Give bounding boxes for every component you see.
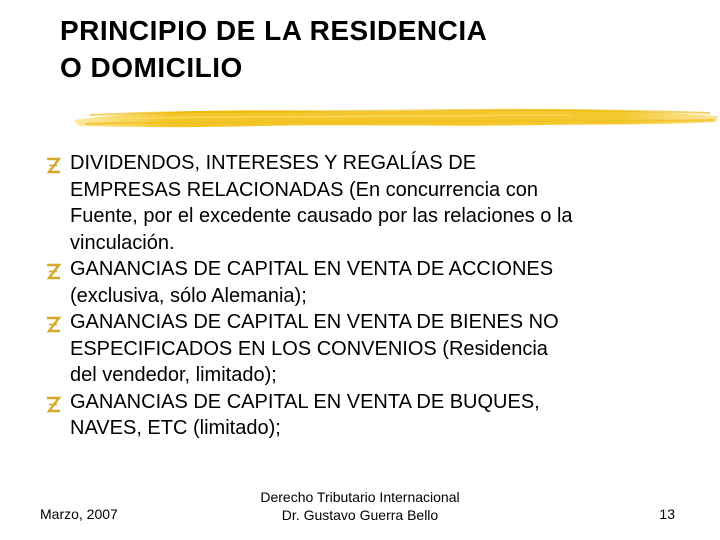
z-bullet-icon [44, 389, 64, 415]
bullet-line: GANANCIAS DE CAPITAL EN VENTA DE ACCIONES [70, 258, 554, 280]
slide-title [60, 12, 660, 86]
bullet-line: GANANCIAS DE CAPITAL EN VENTA DE BIENES NO [70, 311, 559, 333]
list-item [42, 309, 682, 389]
bullet-text [70, 150, 682, 256]
bullet-line: ESPECIFICADOS EN LOS CONVENIOS (Residencia [70, 337, 548, 360]
bullet-text [70, 256, 682, 309]
list-item [42, 389, 682, 442]
title-line: O DOMICILIO [60, 52, 243, 83]
footer-date: Marzo, 2007 [40, 506, 118, 522]
title-line: PRINCIPIO DE LA RESIDENCIA [60, 15, 488, 46]
bullet-line: EMPRESAS RELACIONADAS (En concurrencia con [70, 178, 538, 201]
bullet-line: del vendedor, limitado); [70, 364, 277, 386]
bullet-text [70, 389, 682, 442]
footer-course-line: Derecho Tributario Internacional [260, 489, 460, 505]
footer-course-info [220, 488, 500, 524]
bullet-line: DIVIDENDOS, INTERESES Y REGALÍAS DE [70, 152, 477, 174]
z-bullet-icon [44, 256, 64, 282]
page-number: 13 [659, 506, 675, 522]
bullet-line: vinculación. [70, 231, 175, 254]
list-item [42, 256, 682, 309]
z-bullet-icon [44, 309, 64, 335]
list-item [42, 150, 682, 256]
brush-stroke-underline [70, 100, 720, 134]
footer-author-line: Dr. Gustavo Guerra Bello [281, 507, 439, 523]
bullet-list [42, 150, 682, 442]
bullet-text [70, 309, 682, 389]
bullet-line: Fuente, por el excedente causado por las relaciones o la [70, 205, 573, 227]
bullet-line: (exclusiva, sólo Alemania); [70, 284, 307, 307]
z-bullet-icon [44, 150, 64, 176]
bullet-line: GANANCIAS DE CAPITAL EN VENTA DE BUQUES, [70, 390, 540, 413]
bullet-line: NAVES, ETC (limitado); [70, 417, 281, 439]
